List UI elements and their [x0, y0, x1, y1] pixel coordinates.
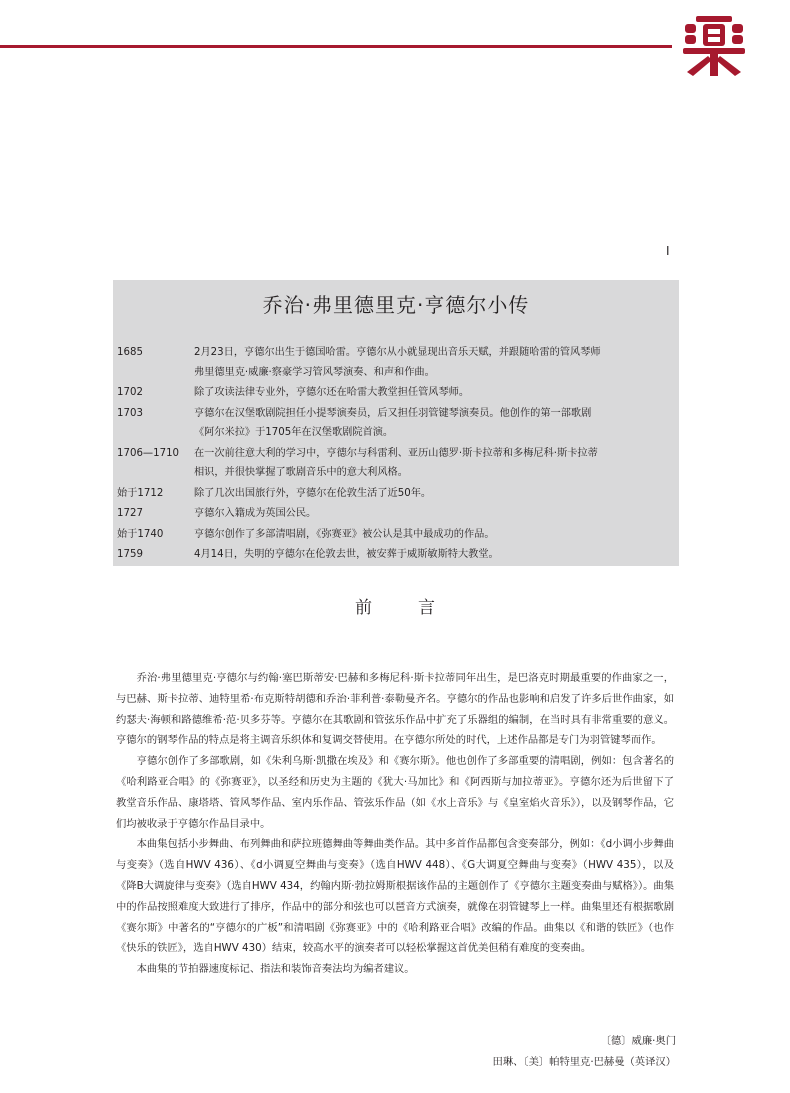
author-signature: 〔德〕威廉·奥门 — [600, 1035, 676, 1047]
preface-title-char: 言 — [418, 598, 435, 618]
preface-paragraph: 本曲集包括小步舞曲、布列舞曲和萨拉班德舞曲等舞曲类作品。其中多首作品都包含变奏部分，例如：《d小调小步舞曲与变奏》（选自HWV 436）、《d小调夏空舞曲与变奏》（选自HWV 448）、《G大调夏空舞曲与变奏》（HWV 435），以及《降B大调旋律与变奏》（选自HWV 434，约翰内斯·勃拉姆斯根据该作品的主题创作了《亨德尔主题变奏曲与赋格》）。曲集中的作品按照难度大致进行了排序，作品中的部分和弦也可以琶音方式演奏，就像在羽管键琴上一样。曲集里还有根据歌剧《赛尔斯》中著名的“亨德尔的广板”和清唱剧《弥赛亚》中的《哈利路亚合唱》改编的作品。曲集以《和谐的铁匠》（也作《快乐的铁匠》，选自HWV 430）结束，较高水平的演奏者可以轻松掌握这首优美但稍有难度的变奏曲。 — [116, 838, 674, 955]
music-publisher-logo-icon — [683, 16, 745, 76]
timeline-text: 亨德尔在汉堡歌剧院担任小提琴演奏员，后又担任羽管键琴演奏员。他创作的第一部歌剧《阿尔米拉》于1705年在汉堡歌剧院首演。 — [194, 407, 592, 438]
timeline-row — [113, 444, 679, 483]
timeline-year: 始于1740 — [117, 528, 164, 540]
timeline-text: 亨德尔入籍成为英国公民。 — [194, 508, 317, 519]
timeline-row — [113, 484, 679, 504]
timeline-text: 4月14日，失明的亨德尔在伦敦去世，被安葬于威斯敏斯特大教堂。 — [194, 549, 499, 560]
timeline-year: 1703 — [117, 407, 143, 419]
biography-title: 乔治·弗里德里克·亨德尔小传 — [262, 293, 530, 317]
preface-paragraph: 本曲集的节拍器速度标记、指法和装饰音奏法均为编者建议。 — [136, 963, 415, 976]
page-number: I — [666, 244, 670, 258]
preface-paragraph: 乔治·弗里德里克·亨德尔与约翰·塞巴斯蒂安·巴赫和多梅尼科·斯卡拉蒂同年出生，是巴洛克时期最重要的作曲家之一，与巴赫、斯卡拉蒂、迪特里希·布克斯特胡德和乔治·菲利普·泰勒曼齐名。亨德尔的作品也影响和启发了许多后世作曲家，如约瑟夫·海顿和路德维希·范·贝多芬等。亨德尔在其歌剧和管弦乐作品中扩充了乐器组的编制，在当时具有非常重要的意义。亨德尔的钢琴作品的特点是将主调音乐织体和复调交替使用。在亨德尔所处的时代，上述作品都是专门为羽管键琴而作。 — [116, 672, 674, 747]
timeline-text: 2月23日，亨德尔出生于德国哈雷。亨德尔从小就显现出音乐天赋，并跟随哈雷的管风琴师弗里德里克·威廉·察豪学习管风琴演奏、和声和作曲。 — [194, 347, 601, 378]
preface-body — [116, 668, 674, 980]
timeline-text: 在一次前往意大利的学习中，亨德尔与科雷利、亚历山德罗·斯卡拉蒂和多梅尼科·斯卡拉蒂相识，并很快掌握了歌剧音乐中的意大利风格。 — [194, 447, 598, 478]
preface-paragraph: 亨德尔创作了多部歌剧，如《朱利乌斯·凯撒在埃及》和《赛尔斯》。他也创作了多部重要的清唱剧，例如：包含著名的《哈利路亚合唱》的《弥赛亚》，以圣经和历史为主题的《犹大·马加比》和《阿西斯与加拉蒂亚》。亨德尔还为后世留下了教堂音乐作品、康塔塔、管风琴作品、室内乐作品、管弦乐作品（如《水上音乐》与《皇室焰火音乐》），以及钢琴作品，它们均被收录于亨德尔作品目录中。 — [116, 755, 674, 830]
timeline-text: 亨德尔创作了多部清唱剧，《弥赛亚》被公认是其中最成功的作品。 — [194, 528, 495, 540]
timeline-year: 1759 — [117, 549, 143, 560]
timeline-year: 始于1712 — [117, 487, 164, 499]
timeline-row — [113, 525, 679, 545]
biography-box — [113, 280, 679, 566]
preface-title-char: 前 — [355, 598, 372, 618]
timeline-row — [113, 383, 679, 403]
timeline-text: 除了攻读法律专业外，亨德尔还在哈雷大教堂担任管风琴师。 — [194, 387, 470, 398]
timeline-row — [113, 343, 679, 382]
timeline-year: 1685 — [117, 347, 143, 358]
timeline-year: 1727 — [117, 508, 143, 519]
translator-signature: 田琳、〔美〕帕特里克·巴赫曼（英译汉） — [492, 1056, 676, 1068]
header-rule — [0, 45, 672, 48]
timeline-row — [113, 504, 679, 524]
timeline-year: 1706—1710 — [117, 447, 180, 459]
timeline-row — [113, 545, 679, 565]
timeline-row — [113, 404, 679, 443]
preface-title — [0, 593, 790, 618]
timeline — [113, 343, 679, 566]
timeline-text: 除了几次出国旅行外，亨德尔在伦敦生活了近50年。 — [194, 487, 432, 499]
timeline-year: 1702 — [117, 387, 143, 398]
